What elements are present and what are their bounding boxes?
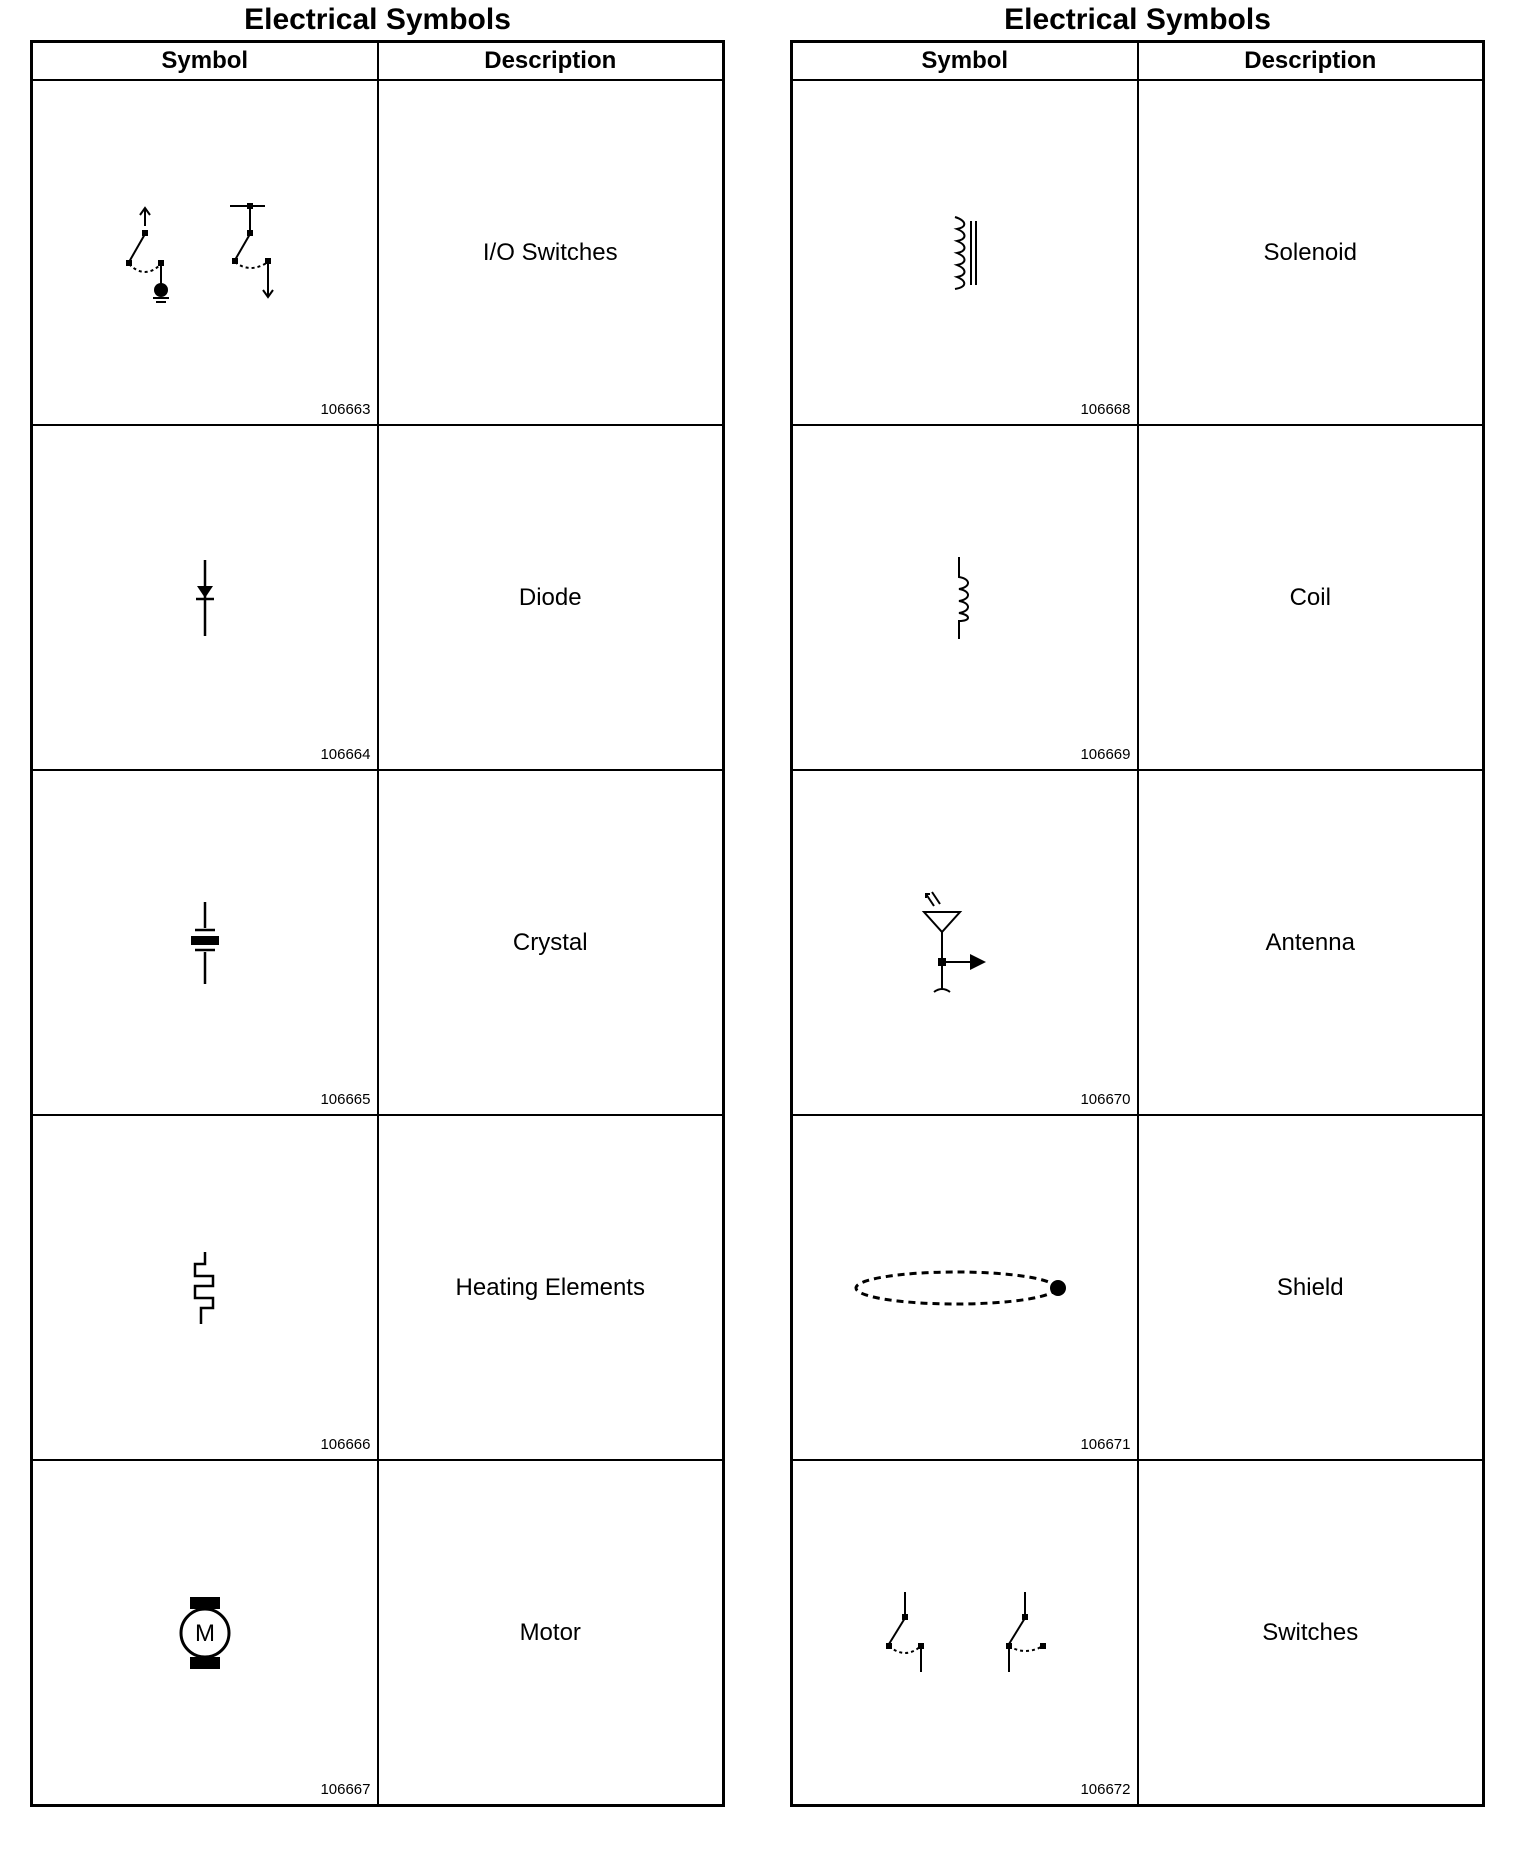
description-cell: Antenna — [1138, 770, 1484, 1115]
table-row — [32, 770, 724, 1115]
table-row — [32, 80, 724, 425]
description-cell: Coil — [1138, 425, 1484, 770]
symbol-cell — [32, 80, 378, 425]
heating-element-icon — [185, 1250, 225, 1326]
panel-title: Electrical Symbols — [1004, 3, 1271, 36]
table-row — [792, 80, 1484, 425]
figure-number: 106664 — [320, 746, 371, 763]
description-cell: Shield — [1138, 1115, 1484, 1460]
description-cell: Crystal — [378, 770, 724, 1115]
switches-icon — [875, 1588, 1055, 1678]
diode-icon — [185, 558, 225, 638]
symbol-cell — [32, 1115, 378, 1460]
table-row — [792, 770, 1484, 1115]
table-row — [32, 1460, 724, 1806]
figure-number: 106663 — [320, 401, 371, 418]
symbols-table — [30, 40, 725, 1807]
table-row — [32, 1115, 724, 1460]
description-column-header: Description — [378, 42, 724, 81]
figure-number: 106667 — [320, 1781, 371, 1798]
solenoid-icon — [945, 213, 985, 293]
symbol-column-header: Symbol — [32, 42, 378, 81]
figure-number: 106671 — [1080, 1436, 1131, 1453]
description-cell: Solenoid — [1138, 80, 1484, 425]
symbols-table — [790, 40, 1485, 1807]
motor-icon — [170, 1595, 240, 1671]
symbol-cell — [792, 425, 1138, 770]
description-cell: Switches — [1138, 1460, 1484, 1806]
table-header-row — [792, 42, 1484, 81]
symbols-panel-left — [30, 0, 725, 1807]
symbol-cell — [32, 1460, 378, 1806]
table-row — [792, 1460, 1484, 1806]
io-switches-icon — [115, 198, 295, 308]
description-column-header: Description — [1138, 42, 1484, 81]
antenna-icon — [920, 888, 1010, 998]
figure-number: 106670 — [1080, 1091, 1131, 1108]
symbol-cell — [792, 770, 1138, 1115]
description-cell: Diode — [378, 425, 724, 770]
description-cell: Motor — [378, 1460, 724, 1806]
table-row — [792, 425, 1484, 770]
symbol-cell — [792, 1460, 1138, 1806]
symbol-cell — [32, 425, 378, 770]
symbol-cell — [792, 1115, 1138, 1460]
panel-title: Electrical Symbols — [244, 3, 511, 36]
symbol-column-header: Symbol — [792, 42, 1138, 81]
table-header-row — [32, 42, 724, 81]
description-cell: Heating Elements — [378, 1115, 724, 1460]
symbols-panel-right — [790, 0, 1485, 1807]
description-cell: I/O Switches — [378, 80, 724, 425]
coil-icon — [945, 555, 985, 641]
figure-number: 106669 — [1080, 746, 1131, 763]
figure-number: 106668 — [1080, 401, 1131, 418]
figure-number: 106665 — [320, 1091, 371, 1108]
table-row — [792, 1115, 1484, 1460]
symbol-cell — [32, 770, 378, 1115]
motor-letter: M — [194, 1619, 215, 1647]
figure-number: 106672 — [1080, 1781, 1131, 1798]
table-row — [32, 425, 724, 770]
symbol-cell — [792, 80, 1138, 425]
figure-number: 106666 — [320, 1436, 371, 1453]
crystal-icon — [185, 900, 225, 986]
shield-icon — [850, 1266, 1080, 1310]
